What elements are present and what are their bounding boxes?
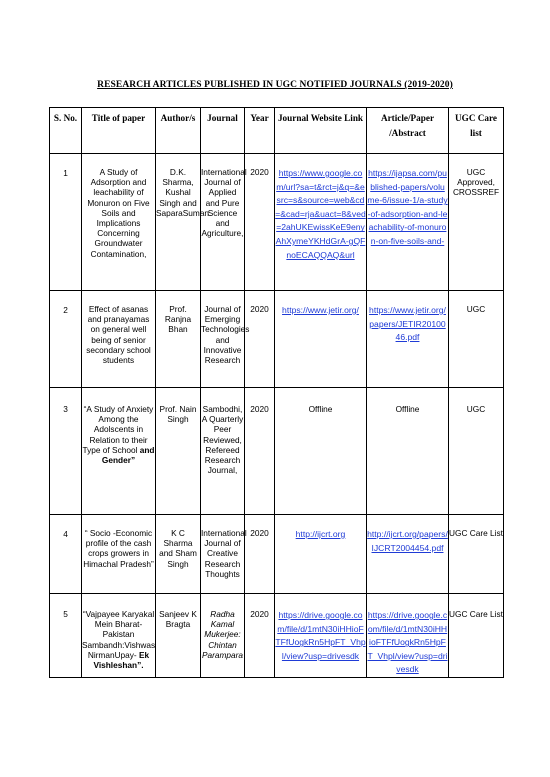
cell-website-link[interactable]: http://ijcrt.org <box>295 529 346 539</box>
cell-authors: D.K. Sharma, Kushal Singh and SaparaSuman. <box>156 167 212 218</box>
cell-website-link[interactable]: https://www.jetir.org/ <box>282 305 359 315</box>
cell-ugc: UGC Approved, CROSSREF <box>452 167 500 198</box>
cell-article-link[interactable]: https://www.jetir.org/papers/JETIR2010046.pdf <box>369 305 446 343</box>
cell-title <box>82 609 155 677</box>
cell-authors: Prof. Nain Singh <box>159 404 197 425</box>
cell-sno: 5 <box>63 609 68 619</box>
table-row <box>50 291 504 388</box>
cell-ugc: UGC Care List <box>449 528 503 538</box>
cell-authors: Sanjeev K Bragta <box>159 609 197 630</box>
cell-authors: K C Sharma and Sham Singh <box>159 528 197 569</box>
cell-website: Offline <box>308 404 333 414</box>
cell-article: Offline <box>395 404 420 414</box>
cell-year: 2020 <box>250 404 269 414</box>
title-text: “A Study of Anxiety Among the Adolscents in Relation to their Type of School <box>82 404 154 455</box>
cell-article-link[interactable]: https://ijapsa.com/published-papers/volume-6/issue-1/a-study-of-adsorption-and-leachability-of-monuron-on-five-soils-and- <box>367 168 448 246</box>
header-website: Journal Website Link <box>275 108 367 154</box>
cell-journal: Radha Kamal Mukerjee: Chintan Parampara <box>201 609 244 660</box>
cell-article-link[interactable]: https://drive.google.com/file/d/1mtN30iHHioFTFfUogkRn5HpFT_Vhpl/view?usp=drivesdk <box>367 610 448 675</box>
cell-sno: 1 <box>63 168 68 178</box>
table-row <box>50 515 504 594</box>
cell-journal: Journal of Emerging Technologies and Innovative Research <box>201 304 250 366</box>
cell-ugc: UGC Care List <box>449 609 503 619</box>
cell-year: 2020 <box>250 528 269 538</box>
table-row <box>50 154 504 291</box>
table-header-row <box>50 108 504 154</box>
title-text-bold: Ek Vishleshan”. <box>93 649 150 671</box>
header-title: Title of paper <box>82 108 156 154</box>
cell-website-link[interactable]: https://www.google.com/url?sa=t&rct=j&q=&esrc=s&source=web&cd=&cad=rja&uact=8&ved=2ahUKEwissKeE9enyAhXymeYKHdGrA-gQFnoECAQQAQ&url <box>275 168 366 260</box>
cell-title <box>82 404 155 514</box>
header-sno: S. No. <box>50 108 82 154</box>
cell-website-link[interactable]: https://drive.google.com/file/d/1mtN30iHHioFTFfUogkRn5HpFT_Vhpl/view?usp=drivesdk <box>275 610 366 661</box>
header-year: Year <box>245 108 275 154</box>
articles-table <box>49 107 504 678</box>
header-ugc: UGC Care list <box>449 108 504 154</box>
title-text-bold: and Gender” <box>101 444 155 466</box>
table-row <box>50 388 504 515</box>
cell-title: A Study of Adsorption and leachability of Monuron on Five Soils and Implications Concerning Groundwater Contamination, <box>87 167 150 259</box>
cell-sno: 2 <box>63 305 68 315</box>
table-row <box>50 594 504 678</box>
cell-journal: International Journal of Creative Research Thoughts <box>201 528 247 579</box>
cell-article-link[interactable]: http://ijcrt.org/papers/IJCRT2004454.pdf <box>367 529 448 553</box>
cell-title: “ Socio -Economic profile of the cash crops growers in Himachal Pradesh” <box>83 528 154 569</box>
header-journal: Journal <box>201 108 245 154</box>
cell-journal: Sambodhi, A Quarterly Peer Reviewed, Refereed Research Journal, <box>201 404 244 476</box>
cell-title: Effect of asanas and pranayamas on general well being of senior secondary school students <box>86 304 151 366</box>
cell-sno: 4 <box>63 529 68 539</box>
header-article: Article/Paper /Abstract <box>367 108 449 154</box>
cell-year: 2020 <box>250 609 269 619</box>
cell-year: 2020 <box>250 167 269 177</box>
title-text: “Vajpayee Karyakal Mein Bharat-Pakistan Sambandh:Vishwas NirmanUpay- <box>82 609 156 660</box>
cell-year: 2020 <box>250 304 269 314</box>
cell-journal: International Journal of Applied and Pure Science and Agriculture, <box>201 167 247 239</box>
cell-sno: 3 <box>63 404 68 414</box>
header-authors: Author/s <box>156 108 201 154</box>
cell-authors: Prof. Ranjna Bhan <box>164 304 192 335</box>
cell-ugc: UGC <box>466 304 486 314</box>
cell-ugc: UGC <box>466 404 486 414</box>
page-title: RESEARCH ARTICLES PUBLISHED IN UGC NOTIFIED JOURNALS (2019-2020) <box>97 80 453 90</box>
